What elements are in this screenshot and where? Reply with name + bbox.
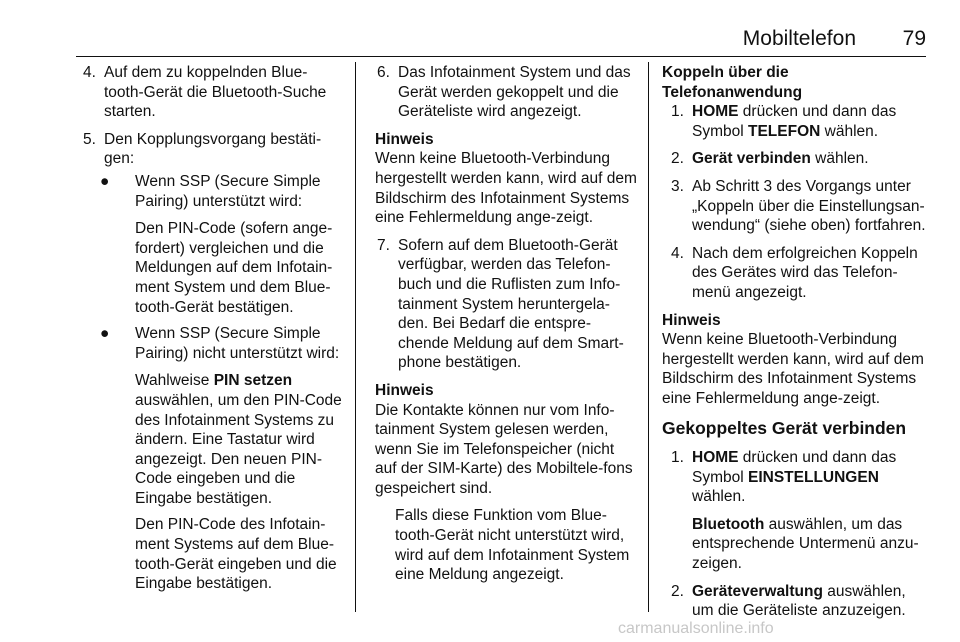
column-2 [375, 63, 637, 593]
watermark: carmanualsonline.info [618, 620, 774, 637]
text: wählen. [692, 488, 746, 506]
page-number: 79 [902, 27, 926, 50]
ui-term: Gerät verbinden [692, 150, 811, 168]
note-title: Hinweis [375, 381, 434, 399]
bullet-icon: ● [100, 325, 110, 343]
column-1 [81, 63, 343, 601]
list-item [662, 582, 930, 621]
list-item [81, 130, 343, 169]
note-text: Wenn keine Bluetooth-Verbindung hergestellt werden kann, wird auf dem Bildschirm des Infotainment Systems eine Fehlermeldung ange-zeigt. [662, 331, 924, 407]
note-block [662, 311, 930, 409]
text: auswählen, um das entsprechende Untermenü anzu-zeigen. [692, 515, 919, 573]
step-number: 4. [83, 64, 96, 81]
note-text: Wenn keine Bluetooth-Verbindung hergestellt werden kann, wird auf dem Bildschirm des Infotainment Systems eine Fehlermeldung ange-zeigt. [375, 150, 637, 227]
list-item [662, 102, 930, 141]
note-block [375, 381, 637, 499]
step-number: 2. [671, 582, 684, 600]
bullet-paragraph [81, 371, 343, 508]
step-number: 6. [377, 64, 390, 81]
list-item [81, 63, 343, 122]
ui-term: TELEFON [748, 122, 821, 140]
step-text: Den Kopplungsvorgang bestäti-gen: [104, 130, 322, 168]
note-title: Hinweis [375, 130, 434, 148]
note-title: Hinweis [662, 311, 721, 329]
text: Wahlweise [135, 372, 214, 390]
column-3 [662, 63, 930, 629]
text: auswählen, um die Geräteliste anzuzeigen. [692, 582, 906, 620]
page-title: Mobiltelefon [742, 27, 856, 50]
note-block [375, 130, 637, 228]
page-header [76, 24, 926, 57]
step-text: Nach dem erfolgreichen Koppeln des Gerätes wird das Telefon-menü angezeigt. [692, 244, 918, 301]
bullet-text: Wenn SSP (Secure Simple Pairing) nicht unterstützt wird: [135, 325, 340, 362]
text: drücken und dann das Symbol [692, 103, 897, 140]
note-text: Die Kontakte können nur vom Info-tainment System gelesen werden, wenn Sie im Telefonspeicher (nicht auf der SIM-Karte) des Mobiltele-fons gespeichert sind. [375, 401, 633, 497]
list-item [375, 63, 637, 122]
step-text: Ab Schritt 3 des Vorgangs unter „Koppeln über die Einstellungsan-wendung“ (siehe oben) fortfahren. [692, 177, 926, 235]
bullet-text: Wenn SSP (Secure Simple Pairing) unterstützt wird: [135, 172, 321, 210]
column-divider [355, 62, 356, 612]
bullet-paragraph: Den PIN-Code (sofern ange-fordert) vergleichen und die Meldungen auf dem Infotain-ment System und dem Blue-tooth-Gerät bestätigen. [135, 220, 333, 316]
list-item [662, 244, 930, 303]
info-paragraph: Falls diese Funktion vom Blue-tooth-Gerät nicht unterstützt wird, wird auf dem Infotainment System eine Meldung angezeigt. [395, 507, 630, 584]
text: auswählen, um den PIN-Code des Infotainment Systems zu ändern. Eine Tastatur wird angezeigt. Den neuen PIN-Code eingeben und die Eingabe bestätigen. [135, 391, 342, 507]
step-number: 2. [671, 150, 684, 168]
step-subparagraph [662, 515, 930, 574]
bullet-paragraph: Den PIN-Code des Infotain-ment Systems auf dem Blue-tooth-Gerät eingeben und die Eingabe bestätigen. [135, 516, 337, 593]
list-item [662, 177, 930, 236]
ui-term: EINSTELLUNGEN [748, 468, 879, 486]
ui-term: HOME [692, 103, 739, 121]
column-divider [648, 62, 649, 612]
ui-term: Geräteverwaltung [692, 582, 823, 600]
text: wählen. [810, 150, 869, 168]
step-number: 3. [671, 177, 684, 195]
step-number: 5. [83, 130, 96, 148]
step-number: 4. [671, 244, 684, 262]
step-number: 7. [377, 236, 390, 254]
step-text: Sofern auf dem Bluetooth-Gerät verfügbar, werden das Telefon-buch und die Ruflisten zum Info-tainment System heruntergela-den. Bei Bedarf die entspre-chende Meldung auf dem Smart-phone bestätigen. [398, 236, 624, 372]
list-item [662, 448, 930, 507]
list-item [375, 236, 637, 373]
bullet-item [81, 324, 343, 363]
step-number: 1. [671, 103, 684, 121]
step-number: 1. [671, 449, 684, 467]
step-text: Das Infotainment System und das Gerät werden gekoppelt und die Geräteliste wird angezeigt. [398, 64, 631, 121]
section-heading: Koppeln über die Telefonanwendung [662, 64, 803, 101]
step-text: Auf dem zu koppelnden Blue-tooth-Gerät die Bluetooth-Suche starten. [104, 64, 327, 121]
bullet-item [81, 172, 343, 211]
text: drücken und dann das Symbol [692, 449, 897, 486]
ui-term: PIN setzen [213, 372, 293, 390]
ui-term: Bluetooth [692, 515, 765, 533]
text: wählen. [820, 122, 879, 140]
section-heading: Gekoppeltes Gerät verbinden [662, 417, 907, 438]
bullet-icon: ● [100, 172, 110, 190]
list-item [662, 149, 930, 169]
ui-term: HOME [692, 449, 739, 467]
